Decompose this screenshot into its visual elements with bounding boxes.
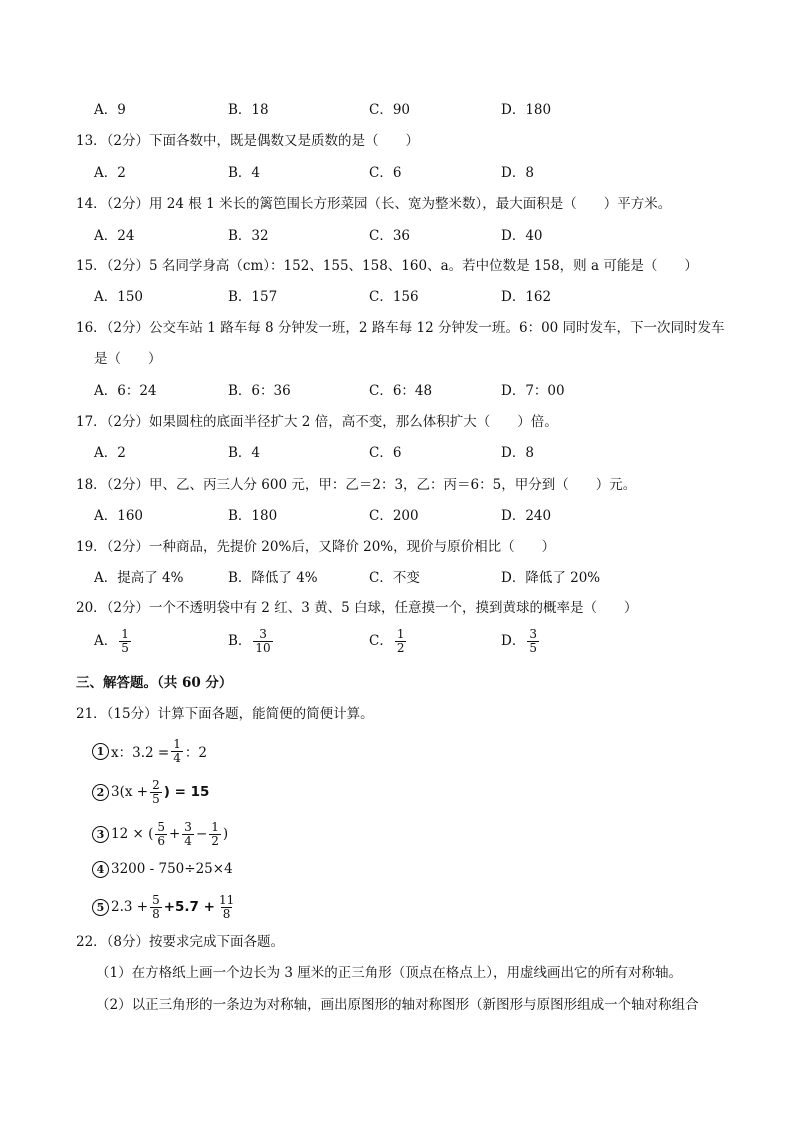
option-b: B．18 — [228, 102, 269, 118]
option-a: A．150 — [94, 289, 144, 305]
circled-number: 3 — [92, 826, 109, 843]
option-c: C．6 — [369, 165, 402, 181]
option-c: C．6：48 — [369, 383, 433, 399]
numerator: 3 — [529, 627, 537, 641]
option-d: D．162 — [501, 289, 552, 305]
option-b: B．180 — [228, 508, 278, 524]
question-16-continued: 是（ ） — [94, 351, 162, 367]
numerator: 11 — [218, 892, 235, 907]
circled-number: 1 — [92, 743, 109, 760]
q20-options — [94, 628, 714, 664]
fraction — [150, 779, 162, 806]
fraction — [119, 628, 131, 655]
option-a: A．9 — [94, 102, 126, 118]
fraction — [150, 894, 162, 921]
option-c: C．不变 — [369, 570, 420, 586]
question-14: 14．（2分）用 24 根 1 米长的篱笆围长方形菜园（长、宽为整米数），最大面积是（ ）平方米。 — [76, 196, 672, 212]
option-a: A．提高了 4% — [94, 570, 184, 586]
option-a: A．2 — [94, 165, 126, 181]
option-letter: B． — [228, 633, 252, 649]
expr-text: 3(x + — [111, 784, 149, 800]
denominator: 10 — [255, 641, 271, 655]
denominator: 2 — [211, 833, 219, 848]
fraction — [182, 821, 194, 848]
denominator: 4 — [173, 750, 181, 765]
option-b: B．降低了 4% — [228, 570, 318, 586]
option-c: C．6 — [369, 445, 402, 461]
question-22-part-2: （2）以正三角形的一条边为对称轴，画出原图形的轴对称图形（新图形与原图形组成一个轴对称组合 — [96, 997, 699, 1013]
fraction — [395, 628, 407, 655]
option-d: D．8 — [501, 165, 534, 181]
numerator: 5 — [152, 892, 160, 907]
numerator: 1 — [121, 627, 129, 641]
question-18: 18．（2分）甲、乙、丙三人分 600 元，甲：乙＝2：3，乙：丙＝6：5，甲分到（ ）元。 — [76, 477, 637, 493]
expr-text: ：2 — [184, 745, 207, 761]
option-c — [369, 628, 408, 655]
numerator: 1 — [396, 627, 405, 641]
option-d: D．7：00 — [501, 383, 565, 399]
option-c: C．36 — [369, 228, 411, 244]
option-b: B．6：36 — [228, 383, 291, 399]
circled-number: 2 — [92, 784, 109, 801]
question-22: 22．（8分）按要求完成下面各题。 — [76, 934, 285, 950]
numerator: 5 — [157, 819, 165, 834]
expr-text: x：3.2 = — [111, 745, 170, 761]
denominator: 5 — [152, 791, 160, 806]
expr-text: ) — [222, 826, 229, 842]
option-d: D．40 — [501, 228, 543, 244]
expr-text: ) = 15 — [163, 784, 210, 800]
option-a: A．2 — [94, 445, 126, 461]
q12-options — [94, 99, 714, 123]
expr-text: +5.7 + — [163, 899, 215, 915]
option-d — [501, 628, 541, 655]
option-letter: A． — [94, 633, 118, 649]
fraction — [217, 894, 236, 921]
expr-text: 12 × ( — [111, 826, 154, 842]
denominator: 4 — [184, 833, 192, 848]
expression-2 — [92, 775, 209, 809]
expression-4 — [92, 852, 233, 886]
q17-options — [94, 442, 714, 466]
question-17: 17．（2分）如果圆柱的底面半径扩大 2 倍，高不变，那么体积扩大（ ）倍。 — [76, 414, 558, 430]
operator: + — [168, 826, 181, 842]
question-22-part-1: （1）在方格纸上画一个边长为 3 厘米的正三角形（顶点在格点上），用虚线画出它的所有对称轴。 — [96, 965, 683, 981]
expr-text: 3200 - 750÷25×4 — [111, 861, 233, 877]
fraction — [155, 821, 167, 848]
option-a: A．6：24 — [94, 383, 157, 399]
option-letter: D． — [501, 633, 526, 649]
option-b: B．4 — [228, 445, 261, 461]
question-19: 19．（2分）一种商品，先提价 20%后，又降价 20%，现价与原价相比（ ） — [76, 539, 556, 555]
question-15: 15．（2分）5 名同学身高（cm）：152、155、158、160、a。若中位数是 158，则 a 可能是（ ） — [76, 258, 698, 274]
option-c: C．200 — [369, 508, 419, 524]
denominator: 6 — [157, 833, 165, 848]
numerator: 1 — [173, 736, 181, 751]
circled-number: 4 — [92, 861, 109, 878]
denominator: 2 — [396, 641, 405, 655]
question-16: 16．（2分）公交车站 1 路车每 8 分钟发一班，2 路车每 12 分钟发一班。6：00 同时发车，下一次同时发车 — [76, 320, 725, 336]
numerator: 3 — [184, 819, 192, 834]
q13-options — [94, 162, 714, 186]
numerator: 2 — [152, 777, 160, 792]
option-d: D．8 — [501, 445, 534, 461]
option-c: C．90 — [369, 102, 411, 118]
denominator: 5 — [121, 641, 129, 655]
option-a — [94, 628, 133, 655]
option-a: A．160 — [94, 508, 144, 524]
fraction — [171, 738, 183, 765]
operator: − — [195, 826, 208, 842]
option-d: D．180 — [501, 102, 552, 118]
option-letter: C． — [369, 633, 393, 649]
option-b — [228, 628, 275, 655]
expr-text: 2.3 + — [111, 899, 149, 915]
option-b: B．32 — [228, 228, 269, 244]
circled-number: 5 — [92, 899, 109, 916]
fraction — [253, 628, 272, 655]
expression-3 — [92, 817, 228, 851]
section-heading: 三、解答题。（共 60 分） — [76, 675, 233, 691]
q16-options — [94, 380, 714, 404]
denominator: 8 — [222, 906, 231, 921]
expression-1 — [92, 734, 207, 768]
q15-options — [94, 286, 714, 310]
question-20: 20．（2分）一个不透明袋中有 2 红、3 黄、5 白球，任意摸一个，摸到黄球的概率是（ ） — [76, 600, 638, 616]
q19-options — [94, 567, 714, 591]
option-a: A．24 — [94, 228, 135, 244]
numerator: 3 — [259, 627, 267, 641]
q18-options — [94, 505, 714, 529]
option-c: C．156 — [369, 289, 419, 305]
question-21: 21．（15分）计算下面各题，能简便的简便计算。 — [76, 706, 374, 722]
expression-5 — [92, 890, 238, 924]
option-d: D．降低了 20% — [501, 570, 601, 586]
option-d: D．240 — [501, 508, 552, 524]
option-b: B．157 — [228, 289, 278, 305]
numerator: 1 — [211, 819, 219, 834]
fraction — [209, 821, 221, 848]
option-b: B．4 — [228, 165, 261, 181]
denominator: 5 — [529, 641, 537, 655]
fraction — [527, 628, 539, 655]
denominator: 8 — [152, 906, 160, 921]
question-13: 13．（2分）下面各数中，既是偶数又是质数的是（ ） — [76, 133, 420, 149]
q14-options — [94, 225, 714, 249]
